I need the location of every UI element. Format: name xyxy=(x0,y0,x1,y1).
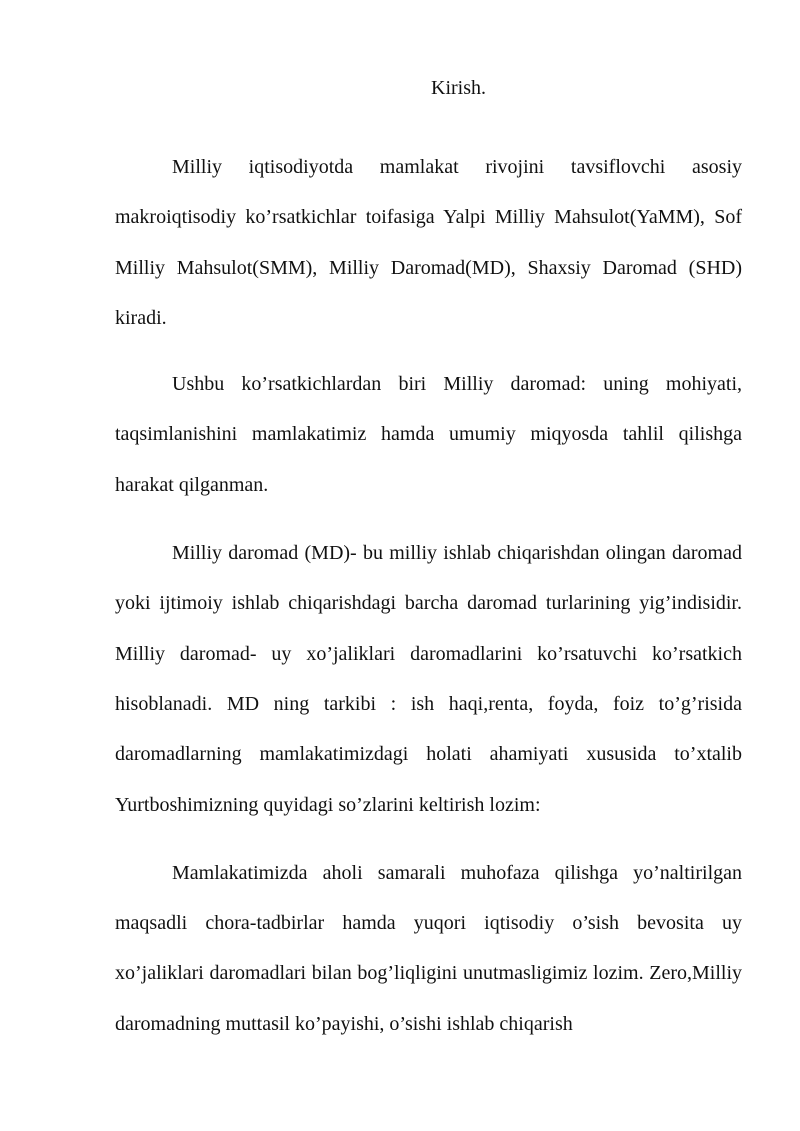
document-title xyxy=(0,74,800,102)
paragraph-4: Mamlakatimizda aholi samarali muhofaza qilishga yo’naltirilgan maqsadli chora-tadbirlar hamda yuqori iqtisodiy o’sish bevosita uy xo’jaliklari daromadlari bilan bog’liqligini unutmasligimiz lozim. Zero,Milliy daromadning muttasil ko’payishi, o’sishi ishlab chiqarish xyxy=(115,861,742,1035)
paragraph-1: Milliy iqtisodiyotda mamlakat rivojini tavsiflovchi asosiy makroiqtisodiy ko’rsatkichlar toifasiga Yalpi Milliy Mahsulot(YaMM), Sof Milliy Mahsulot(SMM), Milliy Daromad(MD), Shaxsiy Daromad (SHD) kiradi. xyxy=(115,156,742,329)
document-body xyxy=(115,142,742,1069)
paragraph-3: Milliy daromad (MD)- bu milliy ishlab chiqarishdan olingan daromad yoki ijtimoiy ishlab chiqarishdagi barcha daromad turlarining yig’indisidir. Milliy daromad- uy xo’jaliklari daromadlarini ko’rsatuvchi ko’rsatkich hisoblanadi. MD ning tarkibi : ish haqi,renta, foyda, foiz to’g’risida daromadlarning mamlakatimizdagi holati ahamiyati xususida to’xtalib Yurtboshimizning quyidagi so’zlarini keltirish lozim: xyxy=(115,542,742,816)
title-text: Kirish. xyxy=(431,77,486,99)
paragraph-2: Ushbu ko’rsatkichlardan biri Milliy daromad: uning mohiyati, taqsimlanishini mamlakatimiz hamda umumiy miqyosda tahlil qilishga harakat qilganman. xyxy=(115,373,742,496)
